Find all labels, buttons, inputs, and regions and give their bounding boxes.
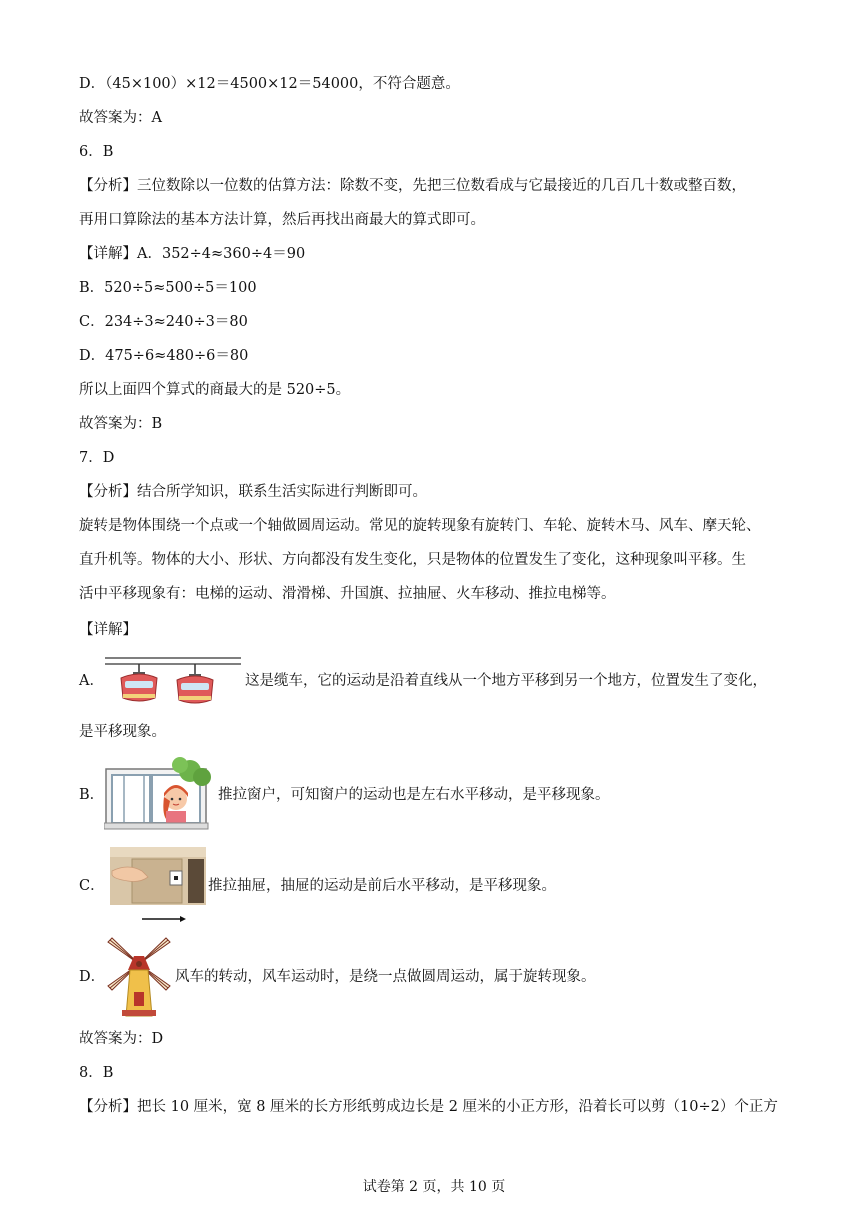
option-a-text: 这是缆车，它的运动是沿着直线从一个地方平移到另一个地方，位置发生了变化， — [245, 673, 767, 689]
text-line: 旋转是物体围绕一个点或一个轴做圆周运动。常见的旋转现象有旋转门、车轮、旋转木马、风车、摩天轮、 — [79, 518, 761, 534]
text-line: 所以上面四个算式的商最大的是 520÷5。 — [79, 382, 351, 398]
page-footer: 试卷第 2 页，共 10 页 — [362, 1179, 506, 1195]
cable-car-icon — [103, 654, 243, 708]
option-c-label: C． — [79, 878, 105, 894]
question-answer: 8．B — [79, 1065, 114, 1081]
question-answer: 7．D — [79, 450, 115, 466]
option-d-label: D． — [79, 969, 106, 985]
option-a-label: A． — [79, 673, 104, 689]
text-line: 【详解】 — [79, 622, 137, 638]
drawer-icon — [108, 845, 208, 927]
text-line: B．520÷5≈500÷5＝100 — [79, 280, 257, 296]
windmill-icon — [104, 934, 174, 1018]
question-answer: 6．B — [79, 144, 114, 160]
text-line: D．475÷6≈480÷6＝80 — [79, 348, 249, 364]
option-d-text: 风车的转动，风车运动时，是绕一点做圆周运动，属于旋转现象。 — [175, 969, 596, 985]
window-girl-icon — [104, 757, 216, 831]
text-line: 【分析】结合所学知识，联系生活实际进行判断即可。 — [79, 484, 427, 500]
text-line: 【分析】三位数除以一位数的估算方法：除数不变，先把三位数看成与它最接近的几百几十数或整百数， — [79, 178, 746, 194]
text-line: 故答案为：B — [79, 416, 163, 432]
text-line: D．（45×100）×12＝4500×12＝54000，不符合题意。 — [79, 76, 460, 92]
text-line: 再用口算除法的基本方法计算，然后再找出商最大的算式即可。 — [79, 212, 485, 228]
text-line: 故答案为：A — [79, 110, 162, 126]
text-line: C．234÷3≈240÷3＝80 — [79, 314, 248, 330]
text-line: 直升机等。物体的大小、形状、方向都没有发生变化，只是物体的位置发生了变化，这种现象叫平移。生 — [79, 552, 746, 568]
option-b-text: 推拉窗户，可知窗户的运动也是左右水平移动，是平移现象。 — [218, 787, 610, 803]
option-b-label: B． — [79, 787, 105, 803]
option-a-continuation: 是平移现象。 — [79, 724, 166, 740]
text-line: 【详解】A．352÷4≈360÷4＝90 — [79, 246, 306, 262]
text-line: 故答案为：D — [79, 1031, 164, 1047]
option-c-text: 推拉抽屉，抽屉的运动是前后水平移动，是平移现象。 — [208, 878, 556, 894]
text-line: 【分析】把长 10 厘米，宽 8 厘米的长方形纸剪成边长是 2 厘米的小正方形，沿着长可以剪（10÷2）个正方 — [79, 1099, 778, 1115]
text-line: 活中平移现象有：电梯的运动、滑滑梯、升国旗、拉抽屉、火车移动、推拉电梯等。 — [79, 586, 616, 602]
